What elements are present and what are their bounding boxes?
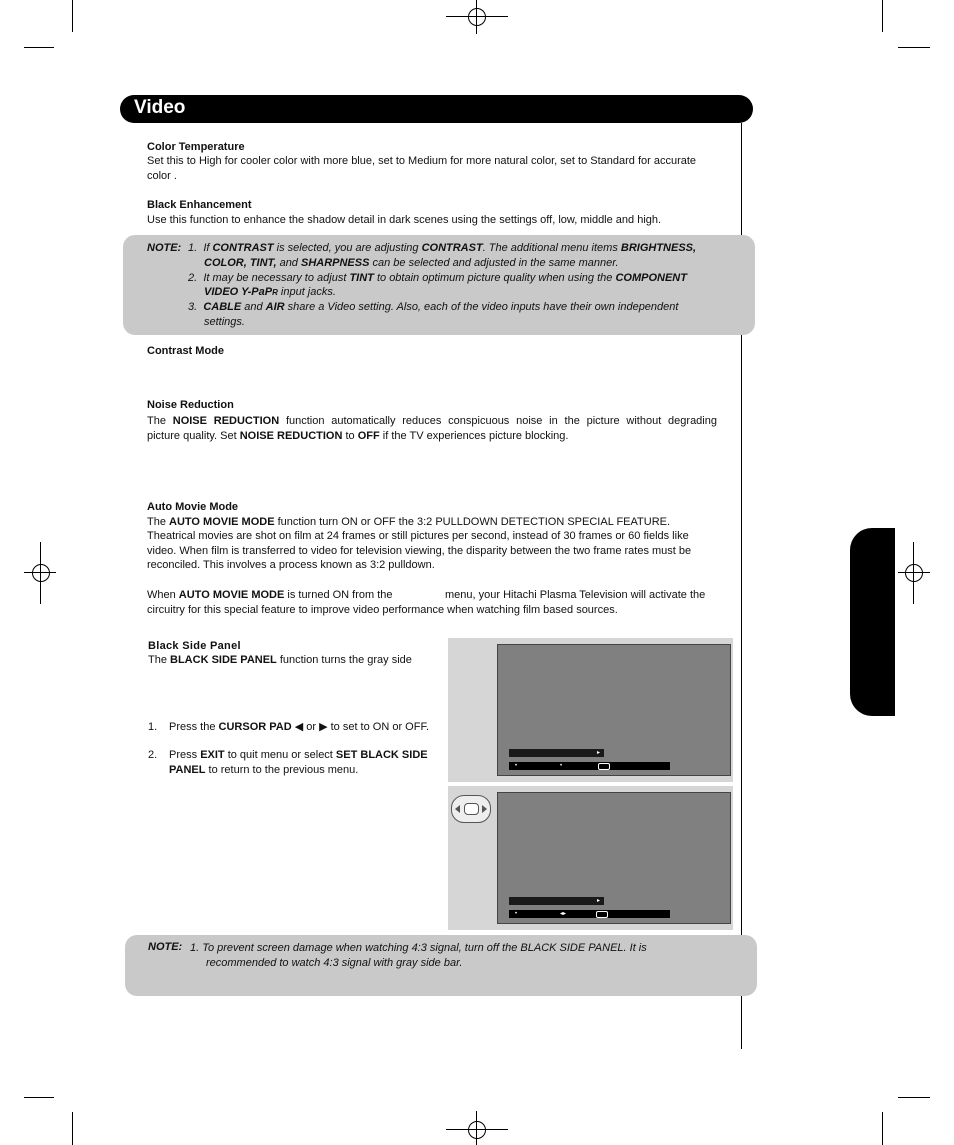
body-text — [147, 515, 717, 530]
cursor-pad-center-icon — [464, 803, 479, 815]
text-run: function automatically reduces conspicuous noise in the picture without degrading — [279, 415, 717, 427]
crop-mark — [24, 1097, 54, 1098]
column-rule — [741, 995, 742, 1049]
note-item: settings. — [204, 316, 245, 328]
note-label: NOTE: — [147, 242, 182, 254]
body-text: Theatrical movies are shot on film at 24 frames or still pictures per second, instead of 30 frames or 60 fields like — [147, 530, 689, 542]
text-run: AUTO MOVIE MODE — [178, 589, 285, 601]
text-run: AUTO MOVIE MODE — [169, 516, 275, 528]
menu-help-bar — [509, 910, 670, 918]
note-item — [204, 256, 619, 271]
text-run: The — [147, 415, 173, 427]
note-label: NOTE: — [148, 941, 183, 953]
step-text — [169, 763, 449, 778]
step-text — [169, 720, 449, 735]
note-text: R — [272, 288, 278, 297]
body-text — [148, 653, 443, 668]
note-text: TINT — [349, 272, 374, 284]
registration-mark-icon — [468, 8, 486, 26]
crop-mark — [446, 16, 508, 17]
note-text: can be selected and adjusted in the same manner. — [369, 257, 619, 269]
note-item — [188, 300, 678, 315]
text-run: CURSOR PAD — [218, 721, 292, 733]
column-rule — [741, 335, 742, 935]
body-text — [147, 414, 717, 429]
note-text: and — [241, 301, 266, 313]
nav-icon: • — [560, 763, 563, 769]
nav-icon: ◂▸ — [560, 911, 567, 917]
step-text — [169, 748, 449, 763]
text-run: to return to the previous menu. — [205, 764, 359, 776]
title-bar — [120, 95, 753, 123]
text-run: NOISE REDUCTION — [239, 430, 343, 442]
text-run: if the TV experiences picture blocking. — [379, 430, 569, 442]
registration-mark-icon — [32, 564, 50, 582]
note-text: If — [203, 242, 213, 254]
crop-mark — [72, 1112, 73, 1145]
text-run: When — [147, 589, 179, 601]
section-heading: Black Side Panel — [148, 640, 241, 652]
text-run: The — [148, 654, 171, 666]
note-text: COMPONENT — [615, 272, 687, 284]
note-text: share a Video setting. Also, each of the video inputs have their own independent — [284, 301, 679, 313]
crop-mark — [898, 572, 930, 573]
cursor-right-icon — [482, 805, 487, 813]
text-run: function turns the gray side — [276, 654, 412, 666]
note-text: COLOR, TINT, — [204, 257, 277, 269]
crop-mark — [72, 0, 73, 32]
menu-arrow-icon: ▸ — [597, 750, 601, 756]
text-run: picture quality. Set — [147, 430, 240, 442]
section-heading: Color Temperature — [147, 141, 245, 153]
note-item — [188, 241, 696, 256]
crop-mark — [898, 47, 930, 48]
exit-icon — [596, 911, 608, 918]
note-text: is selected, you are adjusting — [273, 242, 422, 254]
section-heading: Contrast Mode — [147, 345, 224, 357]
crop-mark — [476, 0, 477, 34]
note-number: 2. — [188, 272, 198, 284]
nav-icon: • — [515, 763, 518, 769]
text-run: Press — [169, 749, 201, 761]
exit-icon — [598, 763, 610, 770]
body-text: menu, your Hitachi Plasma Television will activate the — [445, 589, 706, 601]
menu-highlight — [509, 749, 604, 757]
page-title: Video — [134, 97, 186, 118]
text-run: ◀ or ▶ to set to ON or OFF. — [291, 721, 430, 733]
note-text: and — [276, 257, 301, 269]
body-text — [147, 429, 717, 444]
cursor-left-icon — [455, 805, 460, 813]
text-run: EXIT — [200, 749, 225, 761]
note-text: CABLE — [203, 301, 242, 313]
menu-help-bar — [509, 762, 670, 770]
note-number: 3. — [188, 301, 198, 313]
crop-mark — [40, 542, 41, 604]
note-item: recommended to watch 4:3 signal with gray side bar. — [206, 957, 463, 969]
note-item: 1. To prevent screen damage when watching 4:3 signal, turn off the BLACK SIDE PANEL. It is — [190, 942, 647, 954]
text-run: is turned ON from the — [284, 589, 393, 601]
note-item — [204, 285, 336, 300]
registration-mark-icon — [468, 1121, 486, 1139]
crop-mark — [882, 0, 883, 32]
menu-highlight — [509, 897, 604, 905]
text-run: BLACK SIDE PANEL — [170, 654, 277, 666]
crop-mark — [476, 1111, 477, 1145]
body-text: color . — [147, 170, 177, 182]
text-run: PANEL — [169, 764, 206, 776]
column-rule — [741, 123, 742, 235]
section-heading: Noise Reduction — [147, 399, 234, 411]
cursor-pad-icon — [451, 795, 491, 823]
step-number: 1. — [148, 721, 158, 733]
body-text: reconciled. This involves a process known as 3:2 pulldown. — [147, 559, 435, 571]
nav-icon: • — [515, 911, 518, 917]
note-text: BRIGHTNESS, — [620, 242, 697, 254]
note-text: VIDEO Y-PaP — [204, 286, 273, 298]
step-number: 2. — [148, 749, 158, 761]
text-run: Press the — [169, 721, 219, 733]
note-text: SHARPNESS — [300, 257, 370, 269]
note-number: 1. — [188, 242, 198, 254]
section-heading: Auto Movie Mode — [147, 501, 239, 513]
registration-mark-icon — [905, 564, 923, 582]
section-heading: Black Enhancement — [147, 199, 252, 211]
crop-mark — [24, 47, 54, 48]
crop-mark — [446, 1129, 508, 1130]
note-text: to obtain optimum picture quality when using the — [373, 272, 616, 284]
note-text: input jacks. — [277, 286, 336, 298]
crop-mark — [913, 542, 914, 604]
body-text: video. When film is transferred to video for television viewing, the disparity between the two frame rates must be — [147, 545, 692, 557]
note-text: . The additional menu items — [482, 242, 621, 254]
note-item — [188, 271, 687, 286]
text-run: SET BLACK SIDE — [335, 749, 428, 761]
text-run: to — [342, 430, 358, 442]
text-run: function turn ON or OFF the 3:2 PULLDOWN DETECTION SPECIAL FEATURE. — [274, 516, 671, 528]
body-text: Set this to High for cooler color with more blue, set to Medium for more natural color, set to Standard for accurate — [147, 155, 697, 167]
crop-mark — [882, 1112, 883, 1145]
section-tab — [850, 528, 895, 716]
text-run: NOISE REDUCTION — [172, 415, 280, 427]
body-text: circuitry for this special feature to improve video performance when watching film based sources. — [147, 604, 618, 616]
menu-arrow-icon: ▸ — [597, 898, 601, 904]
text-run: to quit menu or select — [224, 749, 336, 761]
note-text: CONTRAST — [421, 242, 483, 254]
note-text: It may be necessary to adjust — [203, 272, 350, 284]
text-run: OFF — [357, 430, 380, 442]
text-run: The — [147, 516, 170, 528]
body-text — [147, 588, 447, 603]
note-text: CONTRAST — [212, 242, 274, 254]
crop-mark — [898, 1097, 930, 1098]
body-text: Use this function to enhance the shadow detail in dark scenes using the settings off, low, middle and high. — [147, 214, 662, 226]
note-text: AIR — [265, 301, 285, 313]
